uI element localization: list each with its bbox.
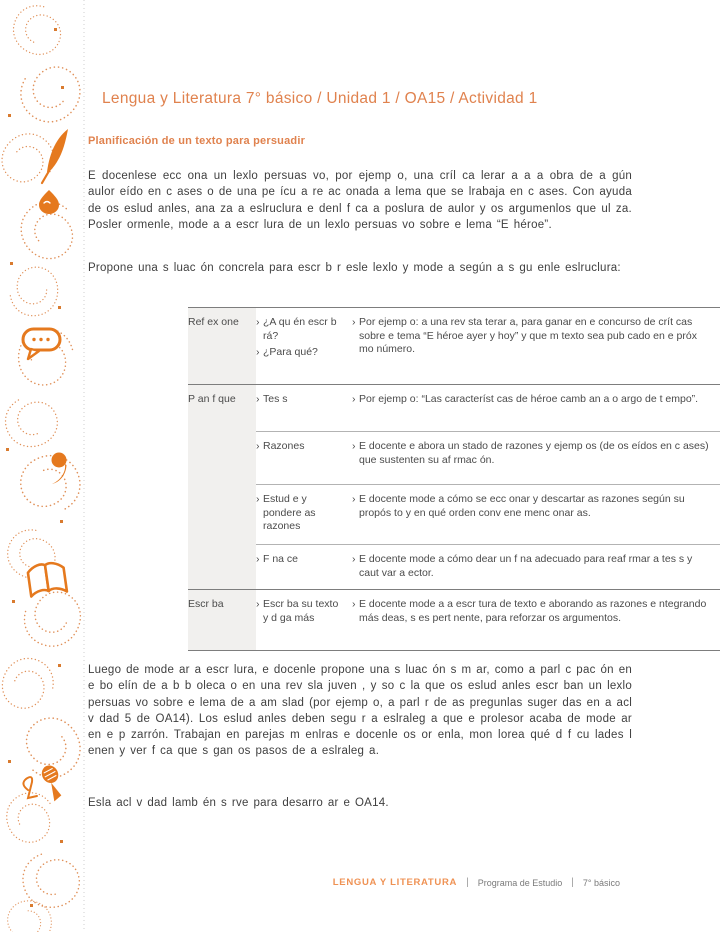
row-detail [352,385,720,432]
row-detail [352,308,720,385]
chevron-bullet-icon: › [352,440,356,452]
list-item [256,553,344,567]
list-item [256,393,344,407]
intro-paragraph: E docenlese ecc ona un lexlo persuas vo, por ejemp o, una críl ca lerar a a a obra de a gún aulor eído en c ases o de una pe ícu a re ac onada a lema que se lrabaja en c ases. Con ayuda de os eslud anles, ana za a eslruclura e denl f ca a poslura de aulor y os argumenlos que ul za. Posler ormenle, mode a a escr lura de un lexlo persuas vo sobre e lema “E héroe”. [88,170,632,231]
row-steps [256,590,352,651]
microphone-icon [18,760,68,810]
chevron-bullet-icon: › [256,393,260,405]
row-steps [256,385,352,432]
chevron-bullet-icon: › [352,316,356,328]
list-item [352,440,713,467]
list-item [256,493,344,534]
decorative-sidebar [0,0,86,932]
table-row [188,308,720,385]
table-row [188,590,720,651]
row-label-planifique: P an f que [188,385,256,590]
closing-paragraph: Esla acl v dad lamb én s rve para desarro ar e OA14. [88,797,389,809]
detail-text: Por ejemp o: a una rev sta terar a, para ganar en e concurso de crít cas sobre e tema “E héroe ayer y hoy” y que m texto sea pub cado en e próx mo número. [359,316,697,356]
page-footer [333,877,620,888]
detail-text: E docente mode a cómo se ecc onar y descartar as razones según su propós to y en qué orden conv ene menc onar as. [359,493,685,519]
step-label: ¿A qu én escr b rá? [263,316,337,342]
step-label: Razones [263,440,305,452]
footer-separator: | [466,877,469,888]
page-title: Lengua y Literatura 7° básico / Unidad 1 / OA15 / Actividad 1 [102,90,538,107]
table-row [188,545,720,590]
footer-separator: | [571,877,574,888]
chevron-bullet-icon: › [256,316,260,328]
chevron-bullet-icon: › [256,493,260,505]
step-label: ¿Para qué? [263,346,318,359]
detail-text: E docente e abora un stado de razones y ejemp os (de os eídos en c ases) que sustenten su af rmac ón. [359,440,709,466]
row-detail [352,432,720,485]
chevron-bullet-icon: › [352,598,356,610]
footer-brand: LENGUA Y LITERATURA [332,877,458,888]
list-item [256,316,344,343]
row-steps [256,485,352,545]
list-item [256,598,344,625]
step-label: Escr ba su texto y d ga más [263,598,339,624]
chevron-bullet-icon: › [352,493,356,505]
row-steps [256,308,352,385]
step-label: Tes s [263,393,288,405]
chevron-bullet-icon: › [352,393,356,405]
quill-icon [38,126,70,186]
table-row [188,432,720,485]
open-book-icon [24,556,72,602]
list-item [352,553,713,580]
list-item [352,393,713,407]
list-item [256,440,344,454]
ink-drop-icon [36,188,62,216]
chevron-bullet-icon: › [256,346,260,359]
writing-structure-table [188,307,720,651]
section-subtitle: Planificación de un texto para persuadir [88,135,306,147]
followup-paragraph: Luego de mode ar a escr lura, e docenle propone una s luac ón s m ar, como a parl c pac ón en e bo elín de a b b oleca o en una rev sla juven , y so c la que os eslud anles escr ban un lexlo persuas vo sobre e lema de a am slad (por ejemp o, a parl r de as pregunlas suger das en a acl v dad 5 de OA14). Los eslud anles deben segu r a eslraleg a que e prolesor acaba de mode ar en e p zarrón. Trabajan en parejas m enlras e docenle os or enla, mon lorea qué d f cu lades l enen y ver f ca que s gan os pasos de a eslraleg a. [88,664,632,758]
chevron-bullet-icon: › [352,553,356,565]
table-row [188,485,720,545]
list-item [352,316,713,357]
row-detail [352,590,720,651]
detail-text: Por ejemp o: “Las característ cas de héroe camb an a o argo de t empo”. [359,393,699,405]
detail-text: E docente mode a a escr tura de texto e aborando as razones e ntegrando más deas, s es pert nente, para reforzar os argumentos. [359,598,707,624]
table-row [188,385,720,432]
row-detail [352,545,720,590]
list-item [256,346,344,360]
comma-icon [48,452,70,486]
row-label-escriba: Escr ba [188,590,256,651]
chevron-bullet-icon: › [256,598,260,610]
list-item [352,493,713,520]
chevron-bullet-icon: › [256,553,260,565]
row-steps [256,432,352,485]
footer-program: Programa de Estudio [477,877,563,888]
row-label-reflexione: Ref ex one [188,308,256,385]
detail-text: E docente mode a cómo dear un f na adecuado para reaf rmar a tes s y caut var a ector. [359,553,693,579]
speech-bubble-icon [20,326,64,362]
row-detail [352,485,720,545]
list-item [352,598,713,625]
structure-lead-paragraph: Propone una s luac ón concrela para escr b r esle lexlo y mode a según a s gu enle eslruclura: [88,262,621,274]
row-steps [256,545,352,590]
footer-grade: 7° básico [582,877,620,888]
chevron-bullet-icon: › [256,440,260,452]
step-label: Estud e y pondere as razones [263,493,316,533]
step-label: F na ce [263,553,299,565]
